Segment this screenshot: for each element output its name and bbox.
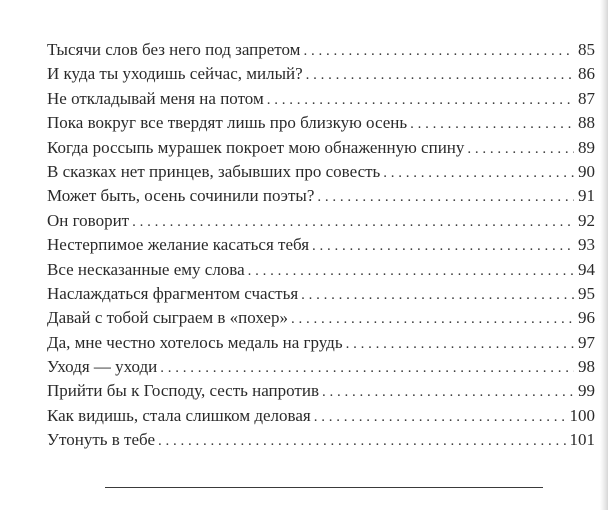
toc-dot-leader bbox=[346, 332, 574, 356]
toc-dot-leader bbox=[314, 405, 566, 429]
toc-dot-leader bbox=[410, 112, 574, 136]
toc-entry-page: 100 bbox=[569, 405, 595, 425]
toc-dot-leader bbox=[291, 307, 574, 331]
table-of-contents bbox=[47, 38, 595, 453]
toc-entry-title: Да, мне честно хотелось медаль на грудь bbox=[47, 332, 343, 352]
toc-entry bbox=[47, 404, 595, 428]
toc-entry-page: 94 bbox=[578, 259, 595, 279]
toc-entry bbox=[47, 160, 595, 184]
toc-entry-title: Наслаждаться фрагментом счастья bbox=[47, 283, 299, 303]
toc-dot-leader bbox=[383, 161, 574, 185]
toc-entry bbox=[47, 209, 595, 233]
toc-dot-leader bbox=[158, 429, 566, 453]
toc-entry-page: 92 bbox=[578, 210, 595, 230]
toc-entry-page: 88 bbox=[578, 113, 595, 133]
toc-entry bbox=[47, 379, 595, 403]
toc-entry-page: 90 bbox=[578, 161, 595, 181]
toc-dot-leader bbox=[267, 88, 574, 112]
toc-entry bbox=[47, 87, 595, 111]
toc-entry-title: Все несказанные ему слова bbox=[47, 259, 245, 279]
toc-entry bbox=[47, 355, 595, 379]
toc-entry-page: 93 bbox=[578, 235, 595, 255]
toc-dot-leader bbox=[248, 259, 574, 283]
toc-dot-leader bbox=[301, 283, 574, 307]
toc-entry-title: Утонуть в тебе bbox=[47, 430, 155, 450]
toc-entry bbox=[47, 282, 595, 306]
toc-entry bbox=[47, 184, 595, 208]
toc-entry-page: 99 bbox=[578, 381, 595, 401]
toc-entry bbox=[47, 258, 595, 282]
toc-entry-page: 96 bbox=[578, 308, 595, 328]
toc-entry-title: Может быть, осень сочинили поэты? bbox=[47, 186, 315, 206]
toc-dot-leader bbox=[132, 210, 574, 234]
toc-entry-page: 89 bbox=[578, 137, 595, 157]
toc-dot-leader bbox=[160, 356, 574, 380]
toc-entry-title: И куда ты уходишь сейчас, милый? bbox=[47, 64, 303, 84]
toc-entry bbox=[47, 233, 595, 257]
toc-entry bbox=[47, 306, 595, 330]
toc-entry-page: 101 bbox=[569, 430, 595, 450]
toc-entry-page: 95 bbox=[578, 283, 595, 303]
toc-dot-leader bbox=[303, 39, 574, 63]
toc-dot-leader bbox=[312, 234, 574, 258]
toc-entry-title: Нестерпимое желание касаться тебя bbox=[47, 235, 310, 255]
toc-entry bbox=[47, 428, 595, 452]
toc-entry bbox=[47, 62, 595, 86]
toc-entry-title: Уходя — уходи bbox=[47, 357, 158, 377]
toc-entry-page: 91 bbox=[578, 186, 595, 206]
toc-entry-title: В сказках нет принцев, забывших про совесть bbox=[47, 161, 381, 181]
horizontal-rule bbox=[105, 487, 543, 488]
toc-entry-page: 86 bbox=[578, 64, 595, 84]
toc-entry-page: 98 bbox=[578, 357, 595, 377]
toc-entry-page: 85 bbox=[578, 40, 595, 59]
toc-dot-leader bbox=[467, 137, 574, 161]
toc-dot-leader bbox=[306, 63, 574, 87]
toc-entry bbox=[47, 331, 595, 355]
toc-entry-title: Он говорит bbox=[47, 210, 130, 230]
toc-entry-page: 97 bbox=[578, 332, 595, 352]
toc-entry-page: 87 bbox=[578, 88, 595, 108]
toc-dot-leader bbox=[317, 185, 574, 209]
toc-entry-title: Когда россыпь мурашек покроет мою обнаженную спину bbox=[47, 137, 465, 157]
toc-entry-title: Прийти бы к Господу, сесть напротив bbox=[47, 381, 319, 401]
toc-entry bbox=[47, 136, 595, 160]
toc-entry bbox=[47, 111, 595, 135]
toc-entry-title: Пока вокруг все твердят лишь про близкую осень bbox=[47, 113, 408, 133]
toc-entry-title: Тысячи слов без него под запретом bbox=[47, 40, 301, 59]
toc-dot-leader bbox=[322, 380, 574, 404]
toc-entry-title: Как видишь, стала слишком деловая bbox=[47, 405, 311, 425]
page-edge-shadow bbox=[600, 0, 608, 510]
toc-entry-title: Давай с тобой сыграем в «похер» bbox=[47, 308, 288, 328]
toc-entry bbox=[47, 38, 595, 62]
toc-entry-title: Не откладывай меня на потом bbox=[47, 88, 264, 108]
